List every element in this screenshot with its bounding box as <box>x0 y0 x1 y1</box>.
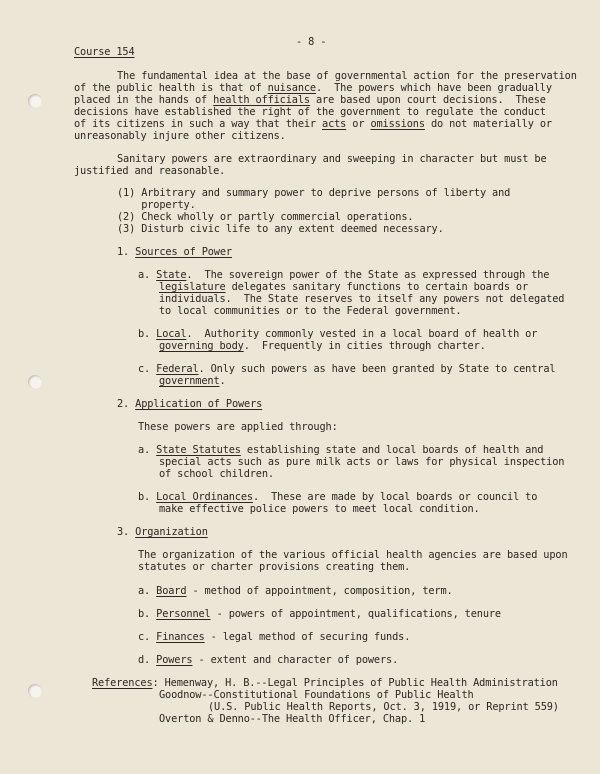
punch-hole <box>28 684 42 698</box>
section-3-c: c. Finances - legal method of securing funds. <box>138 631 411 643</box>
term-finances: Finances <box>156 631 205 643</box>
section-3-a: a. Board - method of appointment, composition, term. <box>138 585 453 597</box>
section-3-d: d. Powers - extent and character of powers. <box>138 654 399 666</box>
intro-line-5: of its citizens in such a way that their acts or omissions do not materially or <box>74 118 552 130</box>
section-3-heading: 3. Organization <box>117 526 208 538</box>
sanitary-line-1: Sanitary powers are extraordinary and sweeping in character but must be <box>117 153 547 165</box>
intro-line-4: decisions have established the right of the government to regulate the conduct <box>74 106 546 118</box>
term-powers: Powers <box>156 654 193 666</box>
term-health-officials: health officials <box>213 94 310 106</box>
course-label: Course 154 <box>74 46 135 58</box>
term-board: Board <box>156 585 187 597</box>
section-2-b-line-2: make effective police powers to meet local condition. <box>159 503 480 515</box>
intro-line-2: of the public health is that of nuisance. The powers which have been gradually <box>74 82 552 94</box>
term-state: State <box>156 269 187 281</box>
references-line-4: Overton & Denno--The Health Officer, Chap. 1 <box>159 713 426 725</box>
section-2-a-line-3: of school children. <box>159 468 274 480</box>
section-1-c-line-1: c. Federal. Only such powers as have been granted by State to central <box>138 363 556 375</box>
term-personnel: Personnel <box>156 608 211 620</box>
list-item-1-cont: property. <box>117 199 196 211</box>
term-omissions: omissions <box>370 118 425 130</box>
section-3-intro-1: The organization of the various official health agencies are based upon <box>138 549 568 561</box>
term-local-ordinances: Local Ordinances <box>156 491 253 503</box>
intro-line-6: unreasonably injure other citizens. <box>74 130 286 142</box>
term-state-statutes: State Statutes <box>156 444 241 456</box>
list-item-2: (2) Check wholly or partly commercial operations. <box>117 211 414 223</box>
term-acts: acts <box>322 118 347 130</box>
section-3-intro-2: statutes or charter provisions creating them. <box>138 561 411 573</box>
references-line-1: References: Hemenway, H. B.--Legal Principles of Public Health Administration <box>92 677 558 689</box>
section-1-a-line-3: individuals. The State reserves to itself any powers not delegated <box>159 293 565 305</box>
list-item-1: (1) Arbitrary and summary power to deprive persons of liberty and <box>117 187 511 199</box>
section-1-a-line-4: to local communities or to the Federal government. <box>159 305 462 317</box>
page-number: - 8 - <box>296 36 327 48</box>
list-item-3: (3) Disturb civic life to any extent deemed necessary. <box>117 223 444 235</box>
references-line-3: (U.S. Public Health Reports, Oct. 3, 1919, or Reprint 559) <box>208 701 559 713</box>
section-2-b-line-1: b. Local Ordinances. These are made by local boards or council to <box>138 491 538 503</box>
section-2-a-line-2: special acts such as pure milk acts or laws for physical inspection <box>159 456 565 468</box>
sanitary-line-2: justified and reasonable. <box>74 165 226 177</box>
term-federal: Federal <box>156 363 199 375</box>
section-1-a-line-2: legislature delegates sanitary functions to certain boards or <box>159 281 529 293</box>
section-2-a-line-1: a. State Statutes establishing state and local boards of health and <box>138 444 544 456</box>
section-2-intro: These powers are applied through: <box>138 421 338 433</box>
section-1-c-line-2: government. <box>159 375 226 387</box>
punch-hole <box>28 94 42 108</box>
intro-line-1: The fundamental idea at the base of governmental action for the preservation <box>117 70 577 82</box>
section-2-heading: 2. Application of Powers <box>117 398 263 410</box>
section-1-b-line-2: governing body. Frequently in cities through charter. <box>159 340 486 352</box>
term-local: Local <box>156 328 187 340</box>
section-1-heading: 1. Sources of Power <box>117 246 232 258</box>
references-line-2: Goodnow--Constitutional Foundations of Public Health <box>159 689 474 701</box>
references-label: References <box>92 677 153 689</box>
intro-line-3: placed in the hands of health officials are based upon court decisions. These <box>74 94 546 106</box>
section-3-b: b. Personnel - powers of appointment, qualifications, tenure <box>138 608 501 620</box>
term-nuisance: nuisance <box>267 82 316 94</box>
punch-hole <box>28 375 42 389</box>
section-1-b-line-1: b. Local. Authority commonly vested in a local board of health or <box>138 328 538 340</box>
section-1-a-line-1: a. State. The sovereign power of the State as expressed through the <box>138 269 550 281</box>
